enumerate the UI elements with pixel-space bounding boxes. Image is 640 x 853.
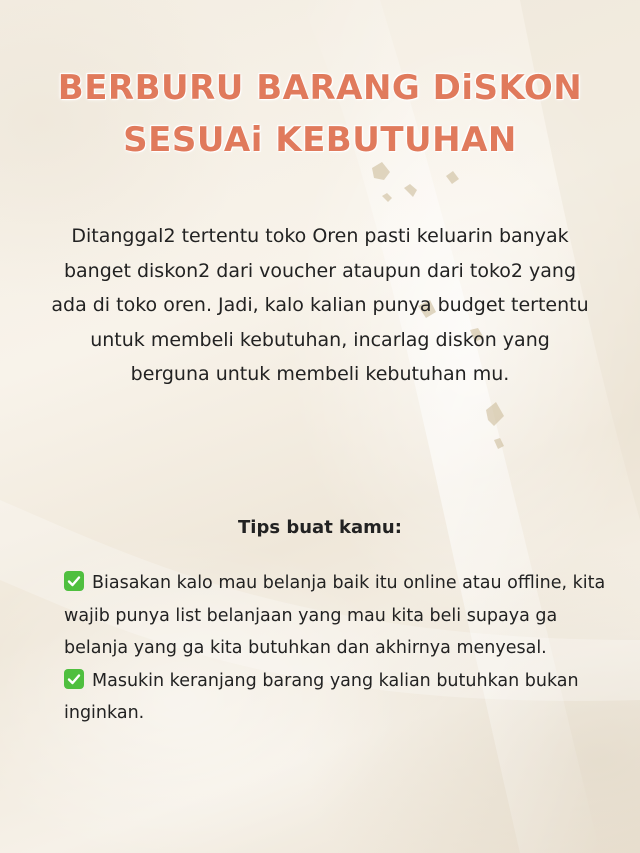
tips-list	[64, 567, 626, 730]
tip-text: Biasakan kalo mau belanja baik itu online atau offline, kita wajib punya list belanjaan yang mau kita beli supaya ga belanja yang ga kita butuhkan dan akhirnya menyesal.	[64, 573, 606, 658]
tips-heading: Tips buat kamu:	[238, 517, 402, 538]
intro-paragraph: Ditanggal2 tertentu toko Oren pasti keluarin banyak banget diskon2 dari voucher ataupun dari toko2 yang ada di toko oren. Jadi, kalo kalian punya budget tertentu untuk membeli kebutuhan, incarlag diskon yang berguna untuk membeli kebutuhan mu.	[51, 225, 589, 385]
tip-text: Masukin keranjang barang yang kalian butuhkan bukan inginkan.	[64, 670, 579, 723]
check-mark-icon	[64, 571, 84, 591]
list-item	[64, 567, 626, 665]
post-title: BERBURU BARANG DiSKON SESUAi KEBUTUHAN	[57, 68, 583, 160]
check-mark-icon	[64, 669, 84, 689]
list-item	[64, 665, 626, 730]
